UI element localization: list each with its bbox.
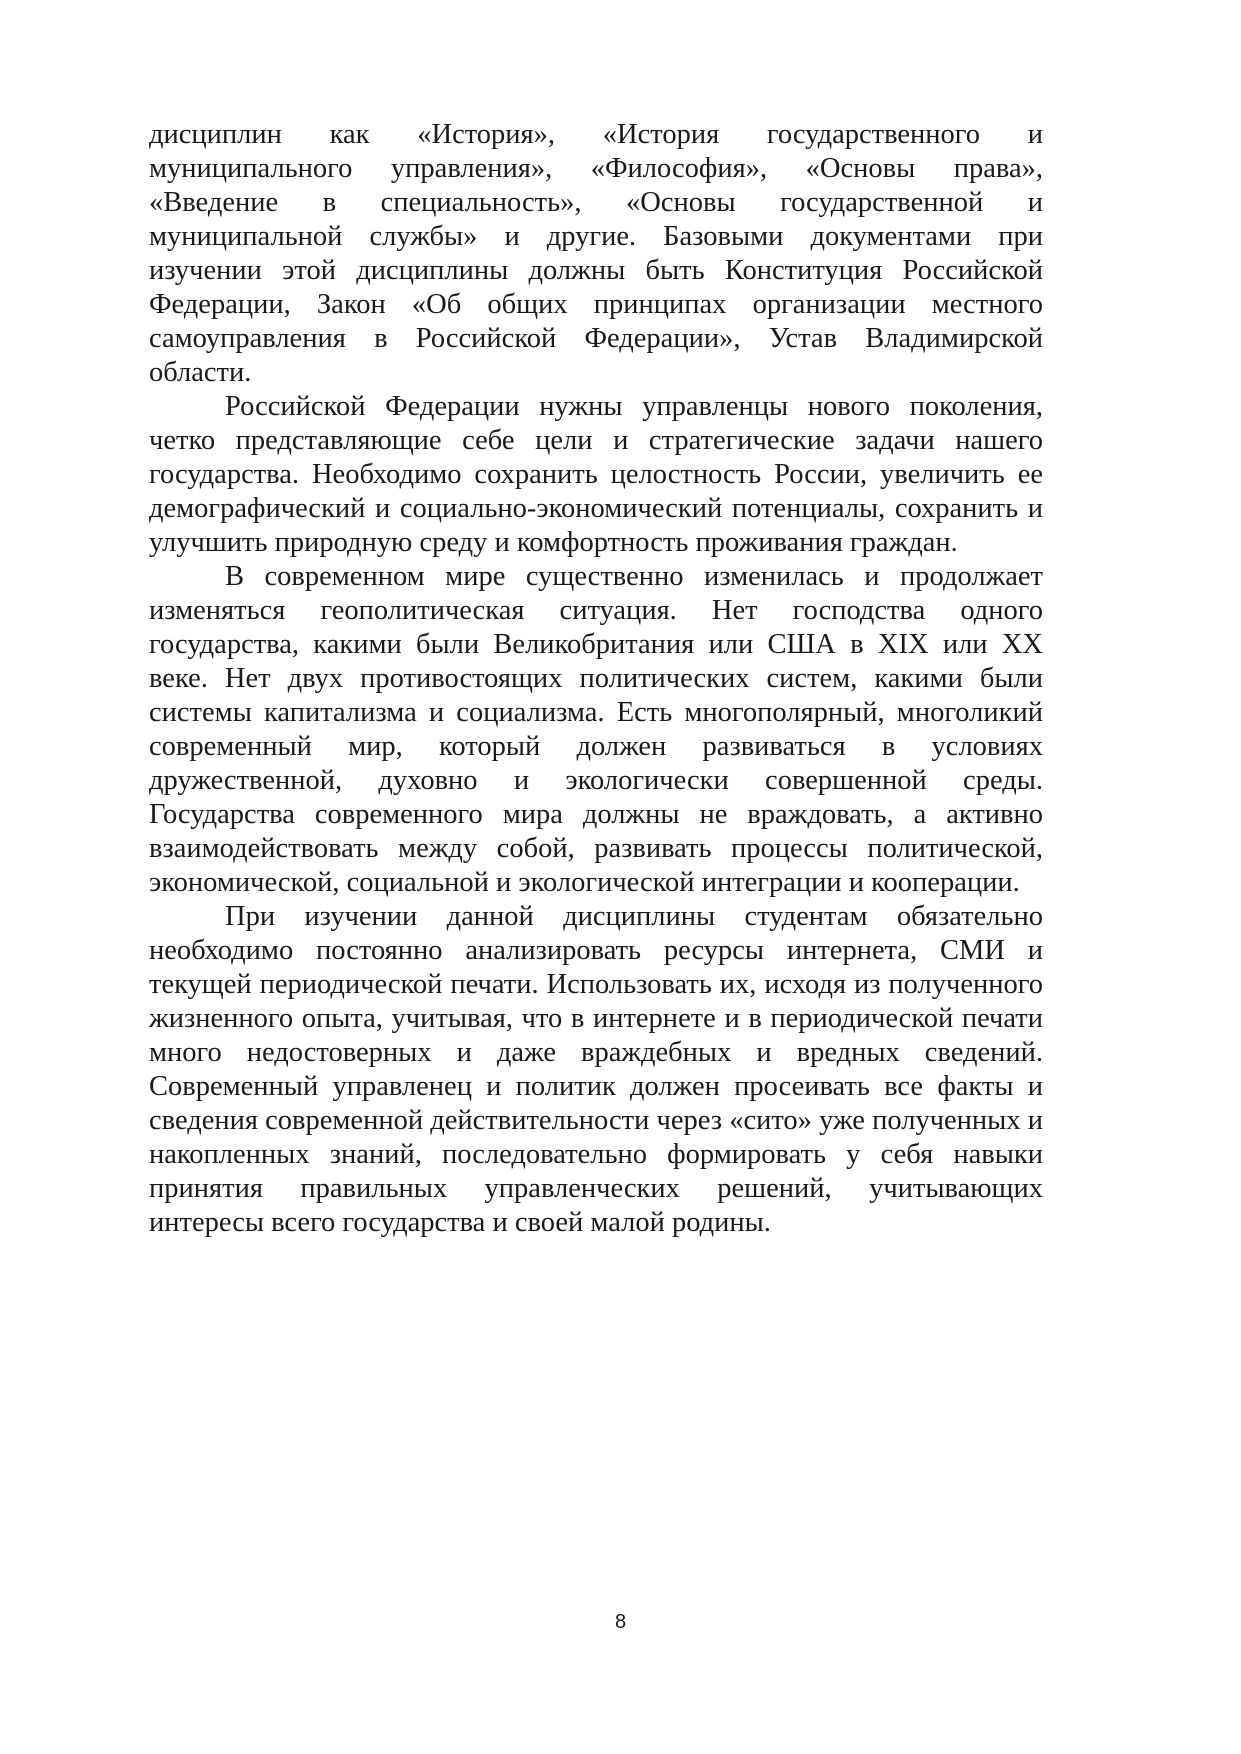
paragraph-geopolitics: В современном мире существенно изменилась и продолжает изменяться геополитическая ситуация. Нет господства одного государства, какими были Великобритания или США в XIX или XX веке. Нет двух противостоящих политических систем, какими были системы капитализма и социализма. Есть многополярный, многоликий современный мир, который должен развиваться в условиях дружественной, духовно и экологически совершенной среды. Государства современного мира должны не враждовать, а активно взаимодействовать между собой, развивать процессы политической, экономической, социальной и экологической интеграции и кооперации. (149, 561, 1043, 898)
paragraph-study-resources: При изучении данной дисциплины студентам обязательно необходимо постоянно анализировать ресурсы интернета, СМИ и текущей периодической печати. Использовать их, исходя из полученного жизненного опыта, учитывая, что в интернете и в периодической печати много недостоверных и даже враждебных и вредных сведений. Современный управленец и политик должен просеивать все факты и сведения современной действительности через «сито» уже полученных и накопленных знаний, последовательно формировать у себя навыки принятия правильных управленческих решений, учитывающих интересы всего государства и своей малой родины. (149, 901, 1043, 1238)
paragraph-continuation: дисциплин как «История», «История государственного и муниципального управления», «Философия», «Основы права», «Введение в специальность», «Основы государственной и муниципальной службы» и другие. Базовыми документами при изучении этой дисциплины должны быть Конституция Российской Федерации, Закон «Об общих принципах организации местного самоуправления в Российской Федерации», Устав Владимирской области. (149, 119, 1043, 388)
page-number: 8 (614, 1611, 627, 1633)
paragraph-managers: Российской Федерации нужны управленцы нового поколения, четко представляющие себе цели и стратегические задачи нашего государства. Необходимо сохранить целостность России, увеличить ее демографический и социально-экономический потенциалы, сохранить и улучшить природную среду и комфортность проживания граждан. (149, 391, 1043, 558)
body-text (149, 118, 1043, 1240)
